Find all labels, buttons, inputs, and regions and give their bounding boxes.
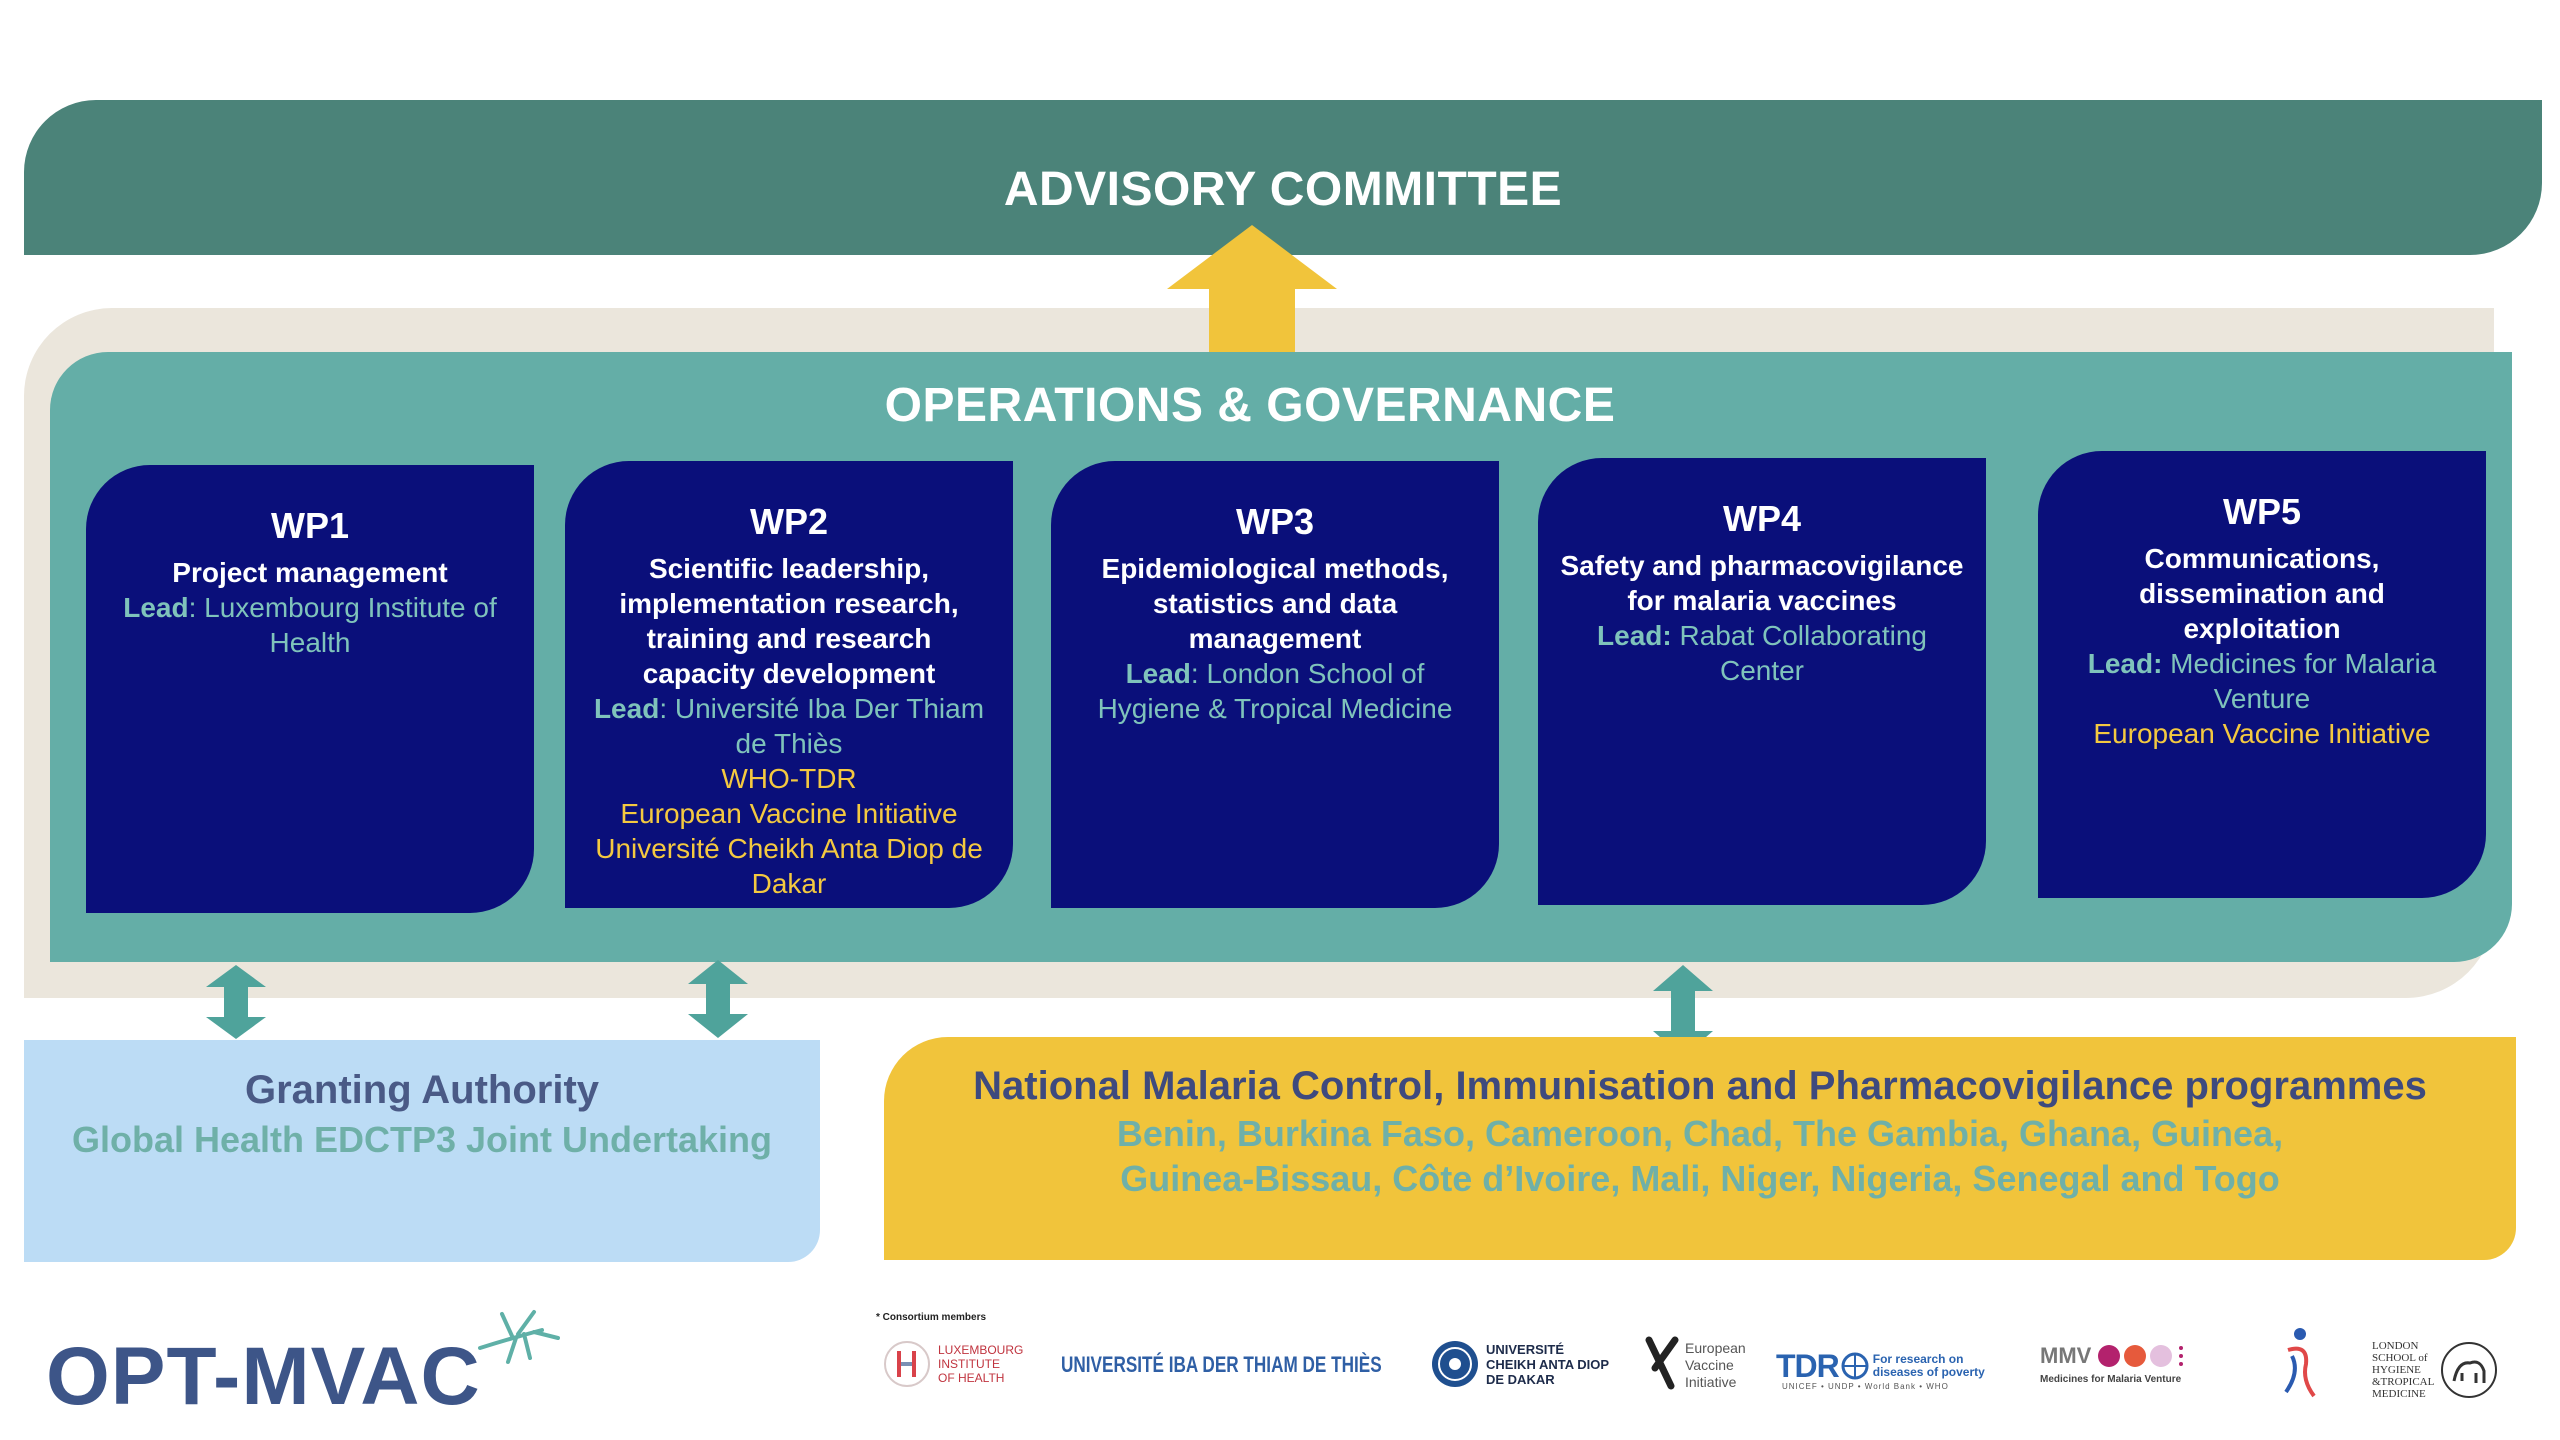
wp-title: Epidemiological methods, [1101, 553, 1449, 584]
wp-lead: Lead: Université Iba Der Thiam [593, 693, 985, 724]
double-arrow-icon [206, 965, 266, 1039]
wp-id: WP1 [270, 505, 349, 546]
up-arrow-icon [1167, 225, 1337, 353]
lshtm-logo [2372, 1338, 2512, 1402]
tdr-mark: TDR [1776, 1347, 1839, 1384]
rabat-center-logo [2278, 1326, 2324, 1408]
mosquito-icon [472, 1308, 562, 1370]
wp-lead-cont: Hygiene & Tropical Medicine [1097, 693, 1453, 724]
wp-partner: European Vaccine Initiative [2093, 718, 2431, 749]
wp-title: statistics and data [1152, 588, 1398, 619]
wp-id: WP5 [2222, 491, 2301, 532]
lih-text: LUXEMBOURG [938, 1343, 1024, 1357]
ucad-logo [1430, 1338, 1630, 1390]
lih-text: INSTITUTE [938, 1357, 1000, 1371]
wp-partner: Université Cheikh Anta Diop de [595, 833, 983, 864]
uidt-logo [1053, 1340, 1423, 1390]
mmv-text: Medicines for Malaria Venture [2040, 1374, 2182, 1385]
wp-partner: Dakar [751, 868, 827, 899]
lih-text: OF HEALTH [938, 1371, 1005, 1385]
wp4-card [1538, 458, 1986, 905]
lih-logo [884, 1336, 1044, 1392]
uidt-text: UNIVERSITÉ IBA DER THIAM DE THIÈS [1061, 1352, 1382, 1377]
wp-title: Scientific leadership, [648, 553, 930, 584]
tdr-partners-line: UNICEF • UNDP • World Bank • WHO [1782, 1382, 1949, 1391]
wp1-card [86, 465, 534, 913]
lshtm-crest-icon [2440, 1341, 2498, 1399]
wp-partner: European Vaccine Initiative [620, 798, 958, 829]
wp5-card [2038, 451, 2486, 898]
wp-id: WP3 [1235, 501, 1314, 542]
mmv-logo [2040, 1342, 2230, 1398]
wp-lead-cont: Center [1719, 655, 1805, 686]
advisory-committee-title: ADVISORY COMMITTEE [1003, 163, 1563, 216]
wp-lead-cont: de Thiès [735, 728, 843, 759]
wp-title: exploitation [2183, 613, 2341, 644]
opt-mvac-logo: OPT-MVAC [46, 1331, 481, 1422]
lshtm-text: HYGIENE [2372, 1364, 2421, 1376]
lshtm-text: SCHOOL of [2372, 1352, 2428, 1364]
granting-authority-box [24, 1040, 820, 1262]
ucad-text: CHEIKH ANTA DIOP [1486, 1356, 1610, 1372]
wp-id: WP4 [1722, 498, 1801, 539]
wp-partner: WHO-TDR [721, 763, 857, 794]
evi-logo [1645, 1332, 1765, 1398]
wp-title: capacity development [642, 658, 936, 689]
granting-authority-subtitle: Global Health EDCTP3 Joint Undertaking [71, 1119, 773, 1160]
wp-title: training and research [646, 623, 932, 654]
wp-title: Communications, [2144, 543, 2380, 574]
wp-title: Safety and pharmacovigilance [1560, 550, 1964, 581]
tdr-text: diseases of poverty [1872, 1365, 1985, 1379]
national-programmes-title: National Malaria Control, Immunisation and Pharmacovigilance programmes [973, 1064, 2427, 1108]
ucad-text: UNIVERSITÉ [1486, 1341, 1565, 1357]
operations-governance-title: OPERATIONS & GOVERNANCE [884, 379, 1616, 432]
lshtm-text: MEDICINE [2372, 1388, 2426, 1400]
globe-icon [1841, 1352, 1869, 1380]
wp-lead: Lead: London School of [1125, 658, 1425, 689]
wp3-card [1051, 461, 1499, 908]
ucad-text: DE DAKAR [1486, 1371, 1555, 1387]
double-arrow-icon [688, 960, 748, 1038]
mmv-mark: MMV [2040, 1343, 2092, 1368]
evi-text: European [1685, 1339, 1746, 1356]
lih-emblem-icon [884, 1339, 930, 1389]
wp2-card [565, 461, 1013, 908]
consortium-note: * Consortium members [876, 1312, 987, 1323]
wp-title: dissemination and [2139, 578, 2385, 609]
wp-id: WP2 [749, 501, 828, 542]
mmv-dots-icon [2097, 1342, 2197, 1370]
wp-title: management [1188, 623, 1362, 654]
wp-lead-cont: Venture [2213, 683, 2311, 714]
wp-lead: Lead: Medicines for Malaria [2087, 648, 2437, 679]
lshtm-text: LONDON [2372, 1340, 2419, 1352]
evi-text: Vaccine [1685, 1356, 1734, 1373]
wp-lead: Lead: Rabat Collaborating [1597, 620, 1927, 651]
national-programmes-box [884, 1037, 2516, 1260]
countries-line: Benin, Burkina Faso, Cameroon, Chad, The Gambia, Ghana, Guinea, [1116, 1113, 2284, 1154]
wp-lead-cont: Health [269, 627, 351, 658]
evi-text: Initiative [1685, 1373, 1737, 1390]
lshtm-text: &TROPICAL [2372, 1376, 2435, 1388]
wp-title: for malaria vaccines [1627, 585, 1897, 616]
ucad-seal-icon [1430, 1339, 1480, 1389]
countries-line: Guinea-Bissau, Côte d’Ivoire, Mali, Niger, Nigeria, Senegal and Togo [1120, 1158, 2280, 1199]
tdr-text: For research on [1872, 1352, 1964, 1366]
vaccine-check-icon [1645, 1332, 1681, 1398]
wp-title: implementation research, [619, 588, 959, 619]
granting-authority-title: Granting Authority [244, 1068, 600, 1112]
wp-lead: Lead: Luxembourg Institute of [123, 592, 497, 623]
wp-title: Project management [172, 557, 448, 588]
